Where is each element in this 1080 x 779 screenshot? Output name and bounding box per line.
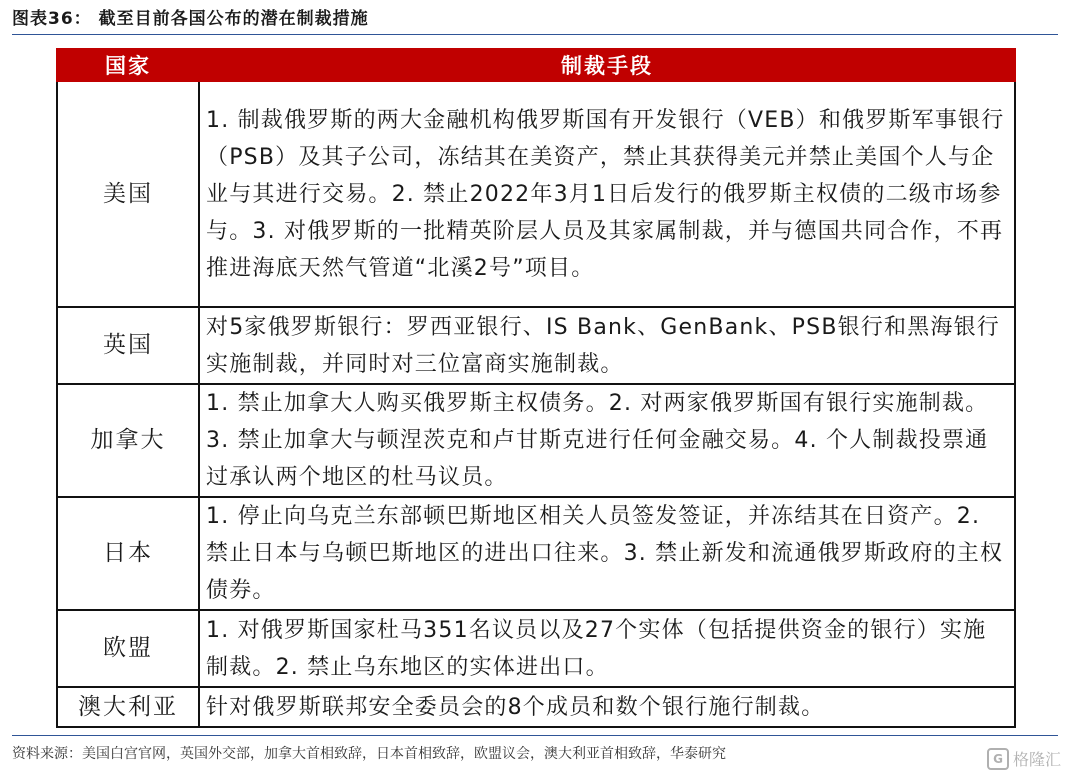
table-row bbox=[57, 384, 1015, 497]
figure-title-row bbox=[0, 0, 1080, 30]
country-cell: 英国 bbox=[57, 307, 199, 384]
watermark-logo-icon: G bbox=[987, 748, 1009, 770]
watermark-text: 格隆汇 bbox=[1013, 750, 1062, 769]
table-row bbox=[57, 610, 1015, 687]
watermark bbox=[987, 747, 1061, 770]
table-header-row bbox=[57, 49, 1015, 81]
measures-cell: 针对俄罗斯联邦安全委员会的8个成员和数个银行施行制裁。 bbox=[199, 687, 1015, 727]
table-row bbox=[57, 497, 1015, 610]
measures-cell: 1. 停止向乌克兰东部顿巴斯地区相关人员签发签证，并冻结其在日资产。2. 禁止日本与乌顿巴斯地区的进出口往来。3. 禁止新发和流通俄罗斯政府的主权债券。 bbox=[199, 497, 1015, 610]
country-cell: 加拿大 bbox=[57, 384, 199, 497]
country-cell: 日本 bbox=[57, 497, 199, 610]
header-measures: 制裁手段 bbox=[199, 49, 1015, 81]
country-cell: 美国 bbox=[57, 81, 199, 307]
table-row bbox=[57, 687, 1015, 727]
sanctions-table bbox=[56, 48, 1016, 728]
header-country: 国家 bbox=[57, 49, 199, 81]
measures-cell: 1. 禁止加拿大人购买俄罗斯主权债务。2. 对两家俄罗斯国有银行实施制裁。3. 禁止加拿大与顿涅茨克和卢甘斯克进行任何金融交易。4. 个人制裁投票通过承认两个地区的杜马议员。 bbox=[199, 384, 1015, 497]
measures-cell: 对5家俄罗斯银行：罗西亚银行、IS Bank、GenBank、PSB银行和黑海银行实施制裁，并同时对三位富商实施制裁。 bbox=[199, 307, 1015, 384]
figure-title: 图表36： 截至目前各国公布的潜在制裁措施 bbox=[12, 9, 369, 29]
table-row bbox=[57, 307, 1015, 384]
top-rule bbox=[12, 34, 1058, 35]
source-note: 资料来源：美国白宫官网，英国外交部，加拿大首相致辞，日本首相致辞，欧盟议会，澳大利亚首相致辞，华泰研究 bbox=[12, 746, 726, 762]
measures-cell: 1. 对俄罗斯国家杜马351名议员以及27个实体（包括提供资金的银行）实施制裁。2. 禁止乌东地区的实体进出口。 bbox=[199, 610, 1015, 687]
country-cell: 欧盟 bbox=[57, 610, 199, 687]
measures-cell: 1. 制裁俄罗斯的两大金融机构俄罗斯国有开发银行（VEB）和俄罗斯军事银行（PSB）及其子公司，冻结其在美资产，禁止其获得美元并禁止美国个人与企业与其进行交易。2. 禁止2022年3月1日后发行的俄罗斯主权债的二级市场参与。3. 对俄罗斯的一批精英阶层人员及其家属制裁，并与德国共同合作，不再推进海底天然气管道“北溪2号”项目。 bbox=[199, 81, 1015, 307]
table-row bbox=[57, 81, 1015, 307]
country-cell: 澳大利亚 bbox=[57, 687, 199, 727]
bottom-rule bbox=[12, 735, 1058, 736]
